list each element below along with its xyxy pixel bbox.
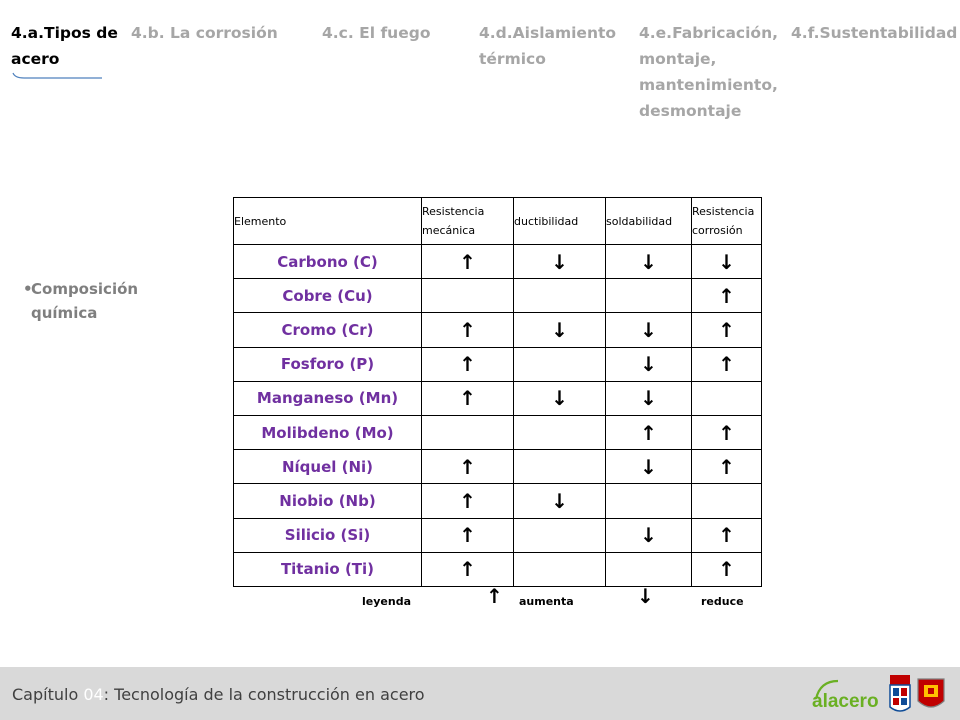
effect-cell: ↑ bbox=[692, 518, 762, 552]
logo-wordmark: alacero bbox=[812, 691, 879, 712]
chapter-subtitle: : Tecnología de la construcción en acero bbox=[103, 685, 425, 704]
effect-cell: ↑ bbox=[422, 347, 514, 381]
university-crest-icon bbox=[890, 675, 910, 711]
effect-cell: ↑ bbox=[422, 552, 514, 586]
effect-cell bbox=[692, 484, 762, 518]
effect-cell bbox=[692, 381, 762, 415]
table-row bbox=[234, 450, 762, 484]
effect-cell: ↑ bbox=[422, 245, 514, 279]
effect-cell: ↓ bbox=[692, 245, 762, 279]
element-name: Niobio (Nb) bbox=[234, 484, 422, 518]
table-row bbox=[234, 552, 762, 586]
header-elemento: Elemento bbox=[234, 198, 422, 245]
bullet-icon: • bbox=[23, 280, 33, 298]
effect-cell bbox=[606, 552, 692, 586]
effect-cell: ↓ bbox=[514, 484, 606, 518]
effect-cell: ↓ bbox=[606, 450, 692, 484]
effect-cell: ↑ bbox=[422, 450, 514, 484]
effect-cell: ↓ bbox=[606, 313, 692, 347]
arrow-down-icon: ↓ bbox=[637, 584, 654, 608]
tab-sustentabilidad[interactable]: 4.f.Sustentabilidad bbox=[791, 24, 958, 42]
effect-cell: ↓ bbox=[606, 518, 692, 552]
composition-table bbox=[233, 197, 762, 587]
chapter-title bbox=[12, 685, 425, 704]
element-name: Manganeso (Mn) bbox=[234, 381, 422, 415]
tab-la-corrosion[interactable]: 4.b. La corrosión bbox=[131, 24, 278, 42]
effect-cell bbox=[514, 450, 606, 484]
tab-aislamiento-termico[interactable]: 4.d.Aislamiento térmico bbox=[479, 24, 617, 68]
effect-cell: ↓ bbox=[606, 381, 692, 415]
element-name: Silicio (Si) bbox=[234, 518, 422, 552]
effect-cell: ↑ bbox=[422, 518, 514, 552]
header-ductibilidad: ductibilidad bbox=[514, 198, 606, 245]
table-row bbox=[234, 313, 762, 347]
effect-cell bbox=[422, 279, 514, 313]
shield-icon bbox=[918, 679, 944, 707]
header-resistencia-mecanica: Resistencia mecánica bbox=[422, 198, 514, 245]
legend bbox=[233, 586, 761, 616]
effect-cell bbox=[514, 518, 606, 552]
chapter-number: 04 bbox=[83, 685, 104, 704]
effect-cell: ↑ bbox=[692, 313, 762, 347]
table-row bbox=[234, 245, 762, 279]
effect-cell: ↑ bbox=[692, 450, 762, 484]
effect-cell bbox=[514, 279, 606, 313]
element-name: Carbono (C) bbox=[234, 245, 422, 279]
tab-tipos-de-acero[interactable]: 4.a.Tipos de acero bbox=[11, 24, 118, 68]
element-name: Cromo (Cr) bbox=[234, 313, 422, 347]
effect-cell: ↑ bbox=[692, 415, 762, 449]
legend-decrease-label: reduce bbox=[701, 595, 744, 608]
effect-cell bbox=[514, 552, 606, 586]
effect-cell bbox=[422, 415, 514, 449]
chapter-prefix: Capítulo bbox=[12, 685, 84, 704]
legend-title: leyenda bbox=[362, 595, 411, 608]
effect-cell bbox=[606, 484, 692, 518]
element-name: Fosforo (P) bbox=[234, 347, 422, 381]
table-row bbox=[234, 518, 762, 552]
effect-cell: ↑ bbox=[692, 279, 762, 313]
effect-cell: ↓ bbox=[606, 347, 692, 381]
section-label bbox=[23, 277, 161, 325]
element-name: Molibdeno (Mo) bbox=[234, 415, 422, 449]
arrow-up-icon: ↑ bbox=[486, 584, 503, 608]
effect-cell: ↑ bbox=[692, 552, 762, 586]
element-name: Titanio (Ti) bbox=[234, 552, 422, 586]
table-row bbox=[234, 415, 762, 449]
element-name: Níquel (Ni) bbox=[234, 450, 422, 484]
effect-cell: ↑ bbox=[692, 347, 762, 381]
legend-increase-label: aumenta bbox=[519, 595, 574, 608]
header-soldabilidad: soldabilidad bbox=[606, 198, 692, 245]
element-name: Cobre (Cu) bbox=[234, 279, 422, 313]
effect-cell: ↓ bbox=[514, 381, 606, 415]
table-row bbox=[234, 279, 762, 313]
chapter-tabs bbox=[0, 0, 960, 130]
effect-cell: ↑ bbox=[422, 381, 514, 415]
section-label-text: Composición química bbox=[31, 280, 139, 322]
effect-cell: ↑ bbox=[422, 484, 514, 518]
tab-fabricacion-montaje[interactable]: 4.e.Fabricación, montaje, mantenimiento, desmontaje bbox=[639, 24, 778, 120]
header-resistencia-corrosion: Resistencia corrosión bbox=[692, 198, 762, 245]
effect-cell: ↓ bbox=[514, 313, 606, 347]
effect-cell bbox=[514, 347, 606, 381]
table-row bbox=[234, 347, 762, 381]
effect-cell: ↓ bbox=[606, 245, 692, 279]
effect-cell: ↑ bbox=[422, 313, 514, 347]
table-row bbox=[234, 381, 762, 415]
effect-cell: ↑ bbox=[606, 415, 692, 449]
active-tab-underline bbox=[12, 72, 102, 80]
tab-el-fuego[interactable]: 4.c. El fuego bbox=[322, 24, 431, 42]
alacero-logo bbox=[810, 673, 950, 717]
effect-cell bbox=[606, 279, 692, 313]
table-row bbox=[234, 484, 762, 518]
effect-cell: ↓ bbox=[514, 245, 606, 279]
effect-cell bbox=[514, 415, 606, 449]
table-header-row bbox=[234, 198, 762, 245]
